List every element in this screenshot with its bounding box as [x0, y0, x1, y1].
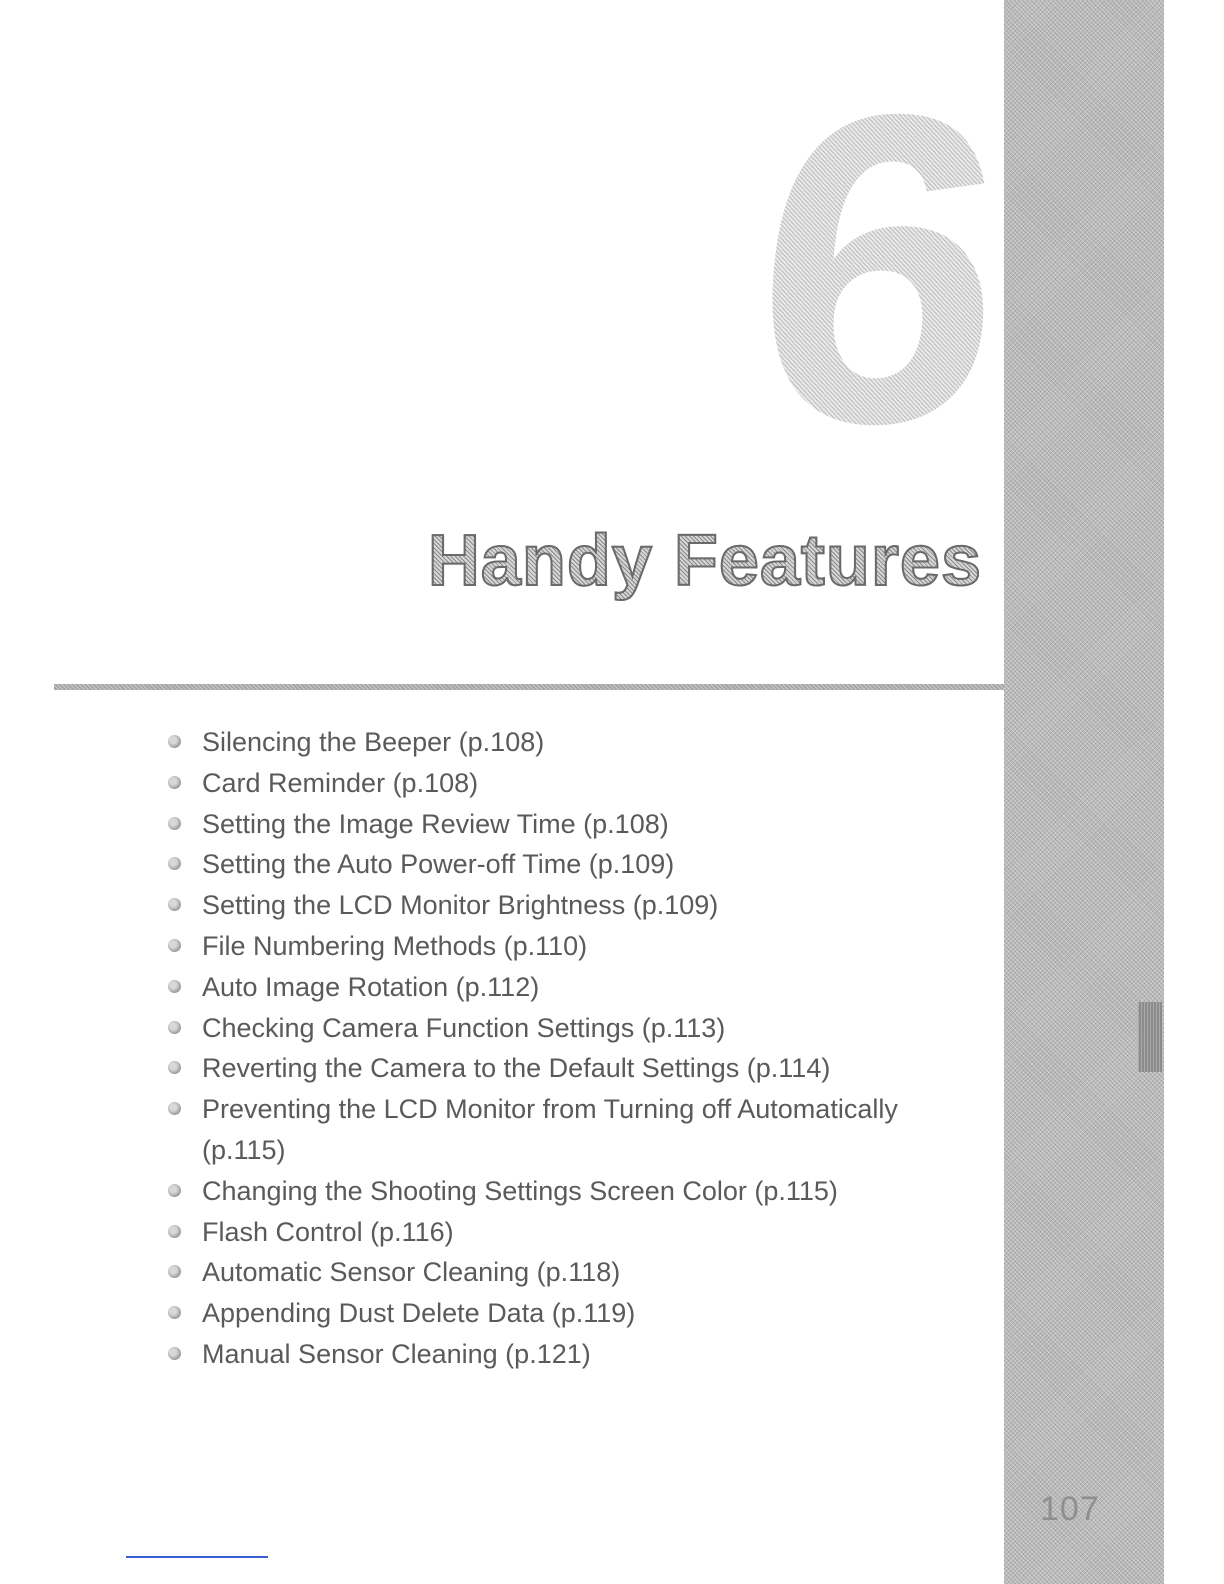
- bullet-icon: [168, 735, 181, 748]
- feature-item: [164, 804, 984, 845]
- feature-item: [164, 763, 984, 804]
- feature-item: [164, 1212, 984, 1253]
- feature-text: Setting the LCD Monitor Brightness (p.109): [202, 890, 719, 921]
- feature-text: Setting the Image Review Time (p.108): [202, 808, 669, 839]
- feature-text: Changing the Shooting Settings Screen Color (p.115): [202, 1175, 838, 1206]
- bullet-icon: [168, 939, 181, 952]
- feature-text: Silencing the Beeper (p.108): [202, 727, 545, 757]
- feature-text: Checking Camera Function Settings (p.113): [202, 1012, 726, 1043]
- feature-item: [164, 1252, 984, 1293]
- feature-list: [164, 722, 984, 1375]
- bullet-icon: [168, 1225, 181, 1238]
- bullet-icon: [168, 857, 181, 870]
- feature-text: File Numbering Methods (p.110): [202, 930, 588, 961]
- page-number: 107: [1040, 1490, 1100, 1528]
- feature-item: [164, 1048, 984, 1089]
- feature-text: Auto Image Rotation (p.112): [202, 971, 540, 1002]
- bullet-icon: [168, 1184, 181, 1197]
- feature-item: [164, 1171, 984, 1212]
- bullet-icon: [168, 1061, 181, 1074]
- bullet-icon: [168, 1306, 181, 1319]
- chapter-title: Handy Features: [427, 521, 982, 601]
- side-band: [1004, 0, 1164, 1584]
- bullet-icon: [168, 776, 181, 789]
- bullet-icon: [168, 1265, 181, 1278]
- feature-text: Reverting the Camera to the Default Settings (p.114): [202, 1053, 831, 1084]
- feature-item: [164, 1089, 984, 1171]
- feature-text: Card Reminder (p.108): [202, 767, 479, 798]
- feature-item: [164, 844, 984, 885]
- chapter-number: 6: [725, 60, 1034, 480]
- feature-text: Automatic Sensor Cleaning (p.118): [202, 1257, 621, 1288]
- feature-item: [164, 967, 984, 1008]
- feature-item: [164, 885, 984, 926]
- feature-item: [164, 926, 984, 967]
- feature-text: Setting the Auto Power-off Time (p.109): [202, 849, 675, 880]
- feature-text: Flash Control (p.116): [202, 1216, 454, 1247]
- feature-item: [164, 1008, 984, 1049]
- bullet-icon: [168, 817, 181, 830]
- bullet-icon: [168, 1102, 181, 1115]
- chapter-tab-marker: [1138, 1002, 1162, 1072]
- bullet-icon: [168, 980, 181, 993]
- footer-rule: [126, 1556, 268, 1558]
- feature-item: [164, 1293, 984, 1334]
- feature-item: [164, 1334, 984, 1375]
- feature-text: Appending Dust Delete Data (p.119): [202, 1298, 636, 1329]
- bullet-icon: [168, 1021, 181, 1034]
- bullet-icon: [168, 898, 181, 911]
- feature-text: Preventing the LCD Monitor from Turning off Automatically (p.115): [202, 1094, 898, 1165]
- feature-text: Manual Sensor Cleaning (p.121): [202, 1338, 591, 1369]
- feature-item: [164, 722, 984, 763]
- bullet-icon: [168, 1347, 181, 1360]
- section-divider: [54, 684, 1004, 690]
